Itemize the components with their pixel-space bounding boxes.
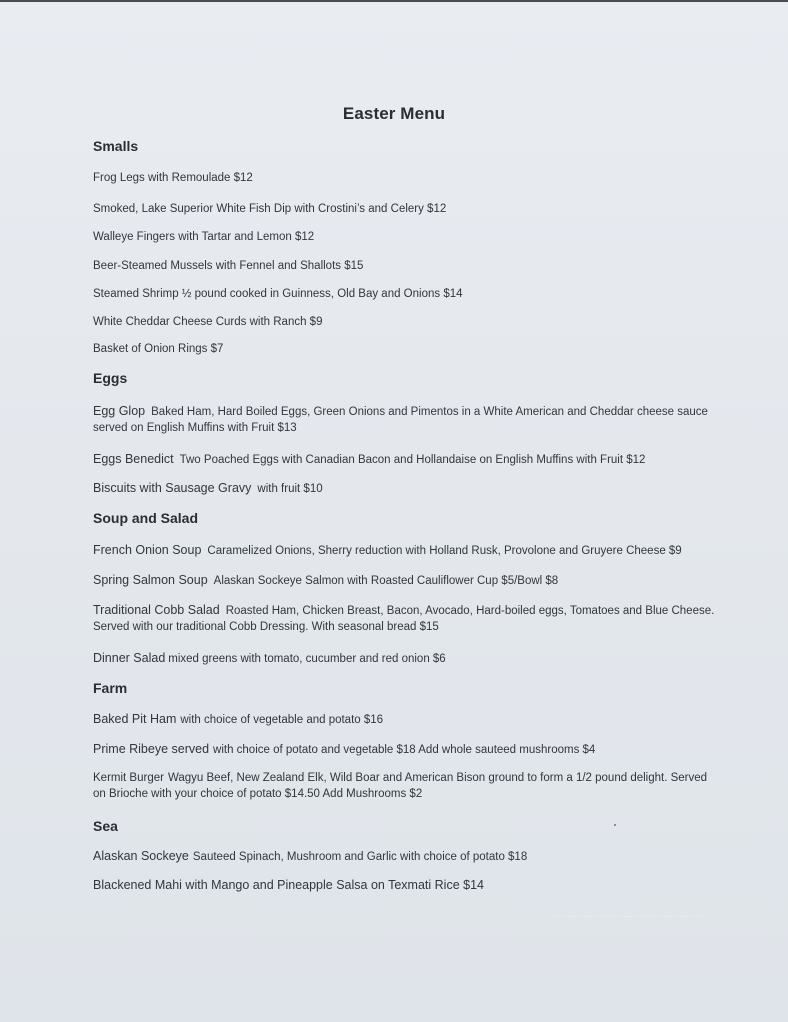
item-desc: Baked Ham, Hard Boiled Eggs, Green Onions and Pimentos in a White American and Cheddar cheese sauce served on English Muffins with Fruit $13 bbox=[93, 406, 708, 434]
section-heading-sea: Sea bbox=[93, 818, 118, 834]
menu-item: Smoked, Lake Superior White Fish Dip with Crostini’s and Celery $12 bbox=[93, 203, 447, 215]
menu-item bbox=[93, 572, 733, 589]
menu-item bbox=[93, 711, 733, 728]
item-desc: with fruit $10 bbox=[257, 483, 323, 495]
menu-item: Steamed Shrimp ½ pound cooked in Guinness, Old Bay and Onions $14 bbox=[93, 288, 463, 300]
item-name: Egg Glop bbox=[93, 404, 146, 418]
item-desc: with choice of potato and vegetable $18 Add whole sauteed mushrooms $4 bbox=[213, 744, 596, 756]
menu-item bbox=[93, 542, 733, 559]
section-heading-eggs: Eggs bbox=[93, 370, 128, 386]
menu-item bbox=[93, 877, 733, 894]
menu-item: Walleye Fingers with Tartar and Lemon $12 bbox=[93, 231, 315, 243]
menu-item bbox=[93, 848, 733, 865]
item-name: Prime Ribeye served bbox=[93, 742, 210, 756]
menu-item bbox=[93, 480, 733, 497]
item-desc: Two Poached Eggs with Canadian Bacon and Hollandaise on English Muffins with Fruit $12 bbox=[179, 454, 646, 466]
menu-item bbox=[93, 602, 718, 635]
item-desc: mixed greens with tomato, cucumber and red onion $6 bbox=[168, 653, 446, 665]
page-title: Easter Menu bbox=[342, 104, 446, 123]
item-desc: Alaskan Sockeye Salmon with Roasted Cauliflower Cup $5/Bowl $8 bbox=[213, 575, 559, 587]
menu-item bbox=[93, 770, 718, 802]
item-name: Biscuits with Sausage Gravy bbox=[93, 481, 252, 495]
item-name: French Onion Soup bbox=[93, 543, 202, 557]
section-heading-smalls: Smalls bbox=[93, 138, 139, 154]
item-desc: with choice of vegetable and potato $16 bbox=[180, 714, 384, 726]
item-desc: Sauteed Spinach, Mushroom and Garlic with choice of potato $18 bbox=[192, 851, 528, 863]
item-name: Dinner Salad bbox=[93, 651, 166, 665]
item-name: Eggs Benedict bbox=[93, 452, 174, 466]
section-heading-farm: Farm bbox=[93, 680, 128, 696]
item-desc: Caramelized Onions, Sherry reduction with Holland Rusk, Provolone and Gruyere Cheese $9 bbox=[207, 545, 682, 557]
section-heading-soup-and-salad: Soup and Salad bbox=[93, 510, 199, 526]
menu-item: Basket of Onion Rings $7 bbox=[93, 343, 224, 355]
paper-speck bbox=[614, 824, 616, 826]
item-desc: Wagyu Beef, New Zealand Elk, Wild Boar and American Bison ground to form a 1/2 pound delight. Served on Brioche with your choice of potato $14.50 Add Mushrooms $2 bbox=[93, 772, 708, 800]
menu-item: White Cheddar Cheese Curds with Ranch $9 bbox=[93, 316, 323, 328]
item-name: Blackened Mahi with Mango and Pineapple Salsa on Texmati Rice $14 bbox=[93, 878, 484, 892]
paper-smudge bbox=[548, 916, 708, 967]
menu-item: Beer-Steamed Mussels with Fennel and Shallots $15 bbox=[93, 260, 364, 272]
item-name: Kermit Burger bbox=[93, 772, 164, 784]
item-name: Baked Pit Ham bbox=[93, 712, 177, 726]
item-name: Traditional Cobb Salad bbox=[93, 603, 220, 617]
menu-item: Frog Legs with Remoulade $12 bbox=[93, 172, 253, 184]
menu-item bbox=[93, 451, 733, 468]
item-desc: Roasted Ham, Chicken Breast, Bacon, Avocado, Hard-boiled eggs, Tomatoes and Blue Cheese. Served with our traditional Cobb Dressing. With seasonal bread $15 bbox=[93, 605, 715, 633]
menu-item bbox=[93, 650, 733, 667]
menu-item bbox=[93, 403, 718, 436]
item-name: Alaskan Sockeye bbox=[93, 849, 189, 863]
item-name: Spring Salmon Soup bbox=[93, 573, 208, 587]
menu-item bbox=[93, 741, 733, 758]
